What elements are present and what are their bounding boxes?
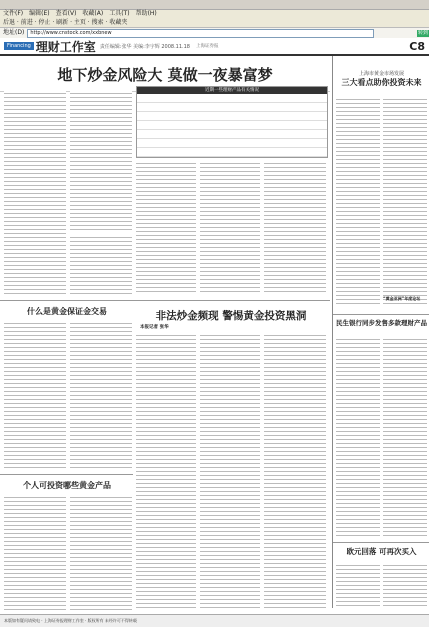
text-column [336, 562, 380, 608]
masthead [0, 38, 429, 56]
divider [333, 542, 429, 543]
text-column [200, 160, 260, 295]
side-heading: 欧元回落 可再次买入 [346, 547, 417, 556]
main-column [0, 56, 330, 608]
go-button[interactable]: 转到 [417, 29, 428, 36]
menu-favorites[interactable]: 收藏(A) [82, 10, 104, 17]
title-bar [0, 0, 429, 10]
main-headline: 地下炒金风险大 莫做一夜暴富梦 [0, 56, 330, 92]
text-column [336, 96, 380, 306]
page-footer: 本版如有疑问请致电 · 上海证券报理财工作室 · 版权所有 未经许可不得转载 [0, 614, 429, 627]
text-column [383, 336, 427, 536]
nav-toolbar[interactable]: 后退 · 前进 · 停止 · 刷新 · 主页 · 搜索 · 收藏夹 [0, 18, 429, 28]
page-number: C8 [409, 39, 425, 53]
section-heading: 什么是黄金保证金交易 [27, 306, 107, 316]
section-badge: Financing [4, 42, 34, 50]
newspaper-page [0, 38, 429, 627]
table-row [137, 121, 327, 130]
side-heading: 三大看点助你投资未来 [341, 77, 422, 87]
text-column [4, 320, 66, 470]
table-row [137, 130, 327, 139]
section-heading: 非法炒金频现 警惕黄金投资黑洞 [155, 310, 307, 322]
inset-title: “黄金亚洲”年度论坛 [383, 296, 421, 301]
text-column [136, 160, 196, 295]
menu-view[interactable]: 查看(V) [55, 10, 77, 17]
side-column [332, 56, 429, 608]
divider [0, 474, 133, 475]
text-column [70, 234, 132, 295]
table-row [137, 94, 327, 103]
text-column [70, 90, 132, 230]
text-column [336, 336, 380, 536]
side-heading: 民生银行同步发售多款理财产品 [336, 319, 427, 327]
menu-help[interactable]: 帮助(H) [135, 10, 157, 17]
section-heading: 个人可投资哪些黄金产品 [23, 480, 111, 490]
text-column [70, 494, 132, 610]
table-row [137, 103, 327, 112]
masthead-sub: 责任编辑:张华 美编:李宇辉 2008.11.18 [99, 43, 190, 50]
text-column [264, 332, 326, 610]
menu-bar [0, 10, 429, 18]
text-column [200, 332, 260, 610]
text-column [4, 90, 66, 295]
byline: 本报记者 张华 [140, 325, 169, 330]
text-column [70, 320, 132, 470]
product-table [136, 86, 328, 158]
section-title: 理财工作室 [35, 39, 96, 54]
text-column [4, 494, 66, 610]
menu-tools[interactable]: 工具(T) [109, 10, 130, 17]
text-column [136, 332, 196, 610]
divider [0, 300, 330, 301]
address-input[interactable]: http://www.cnstock.com/xxbnew [27, 29, 374, 38]
table-row [137, 139, 327, 148]
address-label: 地址(D) [3, 29, 25, 36]
menu-edit[interactable]: 编辑(E) [29, 10, 50, 17]
text-column [264, 160, 326, 295]
table-row [137, 112, 327, 121]
table-title: 近期一些理财产品有关情况 [137, 87, 327, 94]
text-column [383, 562, 427, 608]
side-kicker: 上海市黄金市场发展 [358, 71, 404, 77]
table-row [137, 148, 327, 157]
menu-file[interactable]: 文件(F) [3, 10, 24, 17]
text-column [383, 96, 427, 306]
paper-name: 上海证券报 [196, 44, 219, 49]
divider [333, 314, 429, 315]
